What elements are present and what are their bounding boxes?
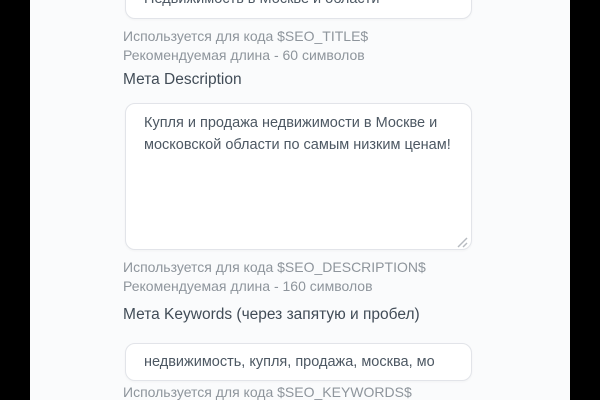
seo-form-panel — [30, 0, 570, 400]
meta-description-label: Мета Description — [123, 71, 242, 88]
left-letterbox — [0, 0, 30, 400]
meta-title-help-length: Рекомендуемая длина - 60 символов — [123, 47, 365, 63]
right-letterbox — [570, 0, 600, 400]
meta-keywords-help — [123, 383, 543, 400]
meta-title-help-code: Используется для кода $SEO_TITLE$ — [123, 28, 369, 44]
meta-title-input[interactable] — [125, 0, 472, 19]
meta-description-help-length: Рекомендуемая длина - 160 символов — [123, 278, 373, 294]
meta-keywords-help-code: Используется для кода $SEO_KEYWORDS$ — [123, 384, 412, 400]
meta-description-help — [123, 258, 543, 296]
meta-title-help — [123, 27, 543, 65]
meta-description-textarea[interactable] — [125, 103, 472, 250]
meta-keywords-input[interactable] — [125, 343, 472, 381]
textarea-resize-handle-icon[interactable] — [455, 235, 468, 248]
meta-keywords-label: Мета Keywords (через запятую и пробел) — [123, 306, 420, 323]
meta-description-help-code: Используется для кода $SEO_DESCRIPTION$ — [123, 259, 426, 275]
